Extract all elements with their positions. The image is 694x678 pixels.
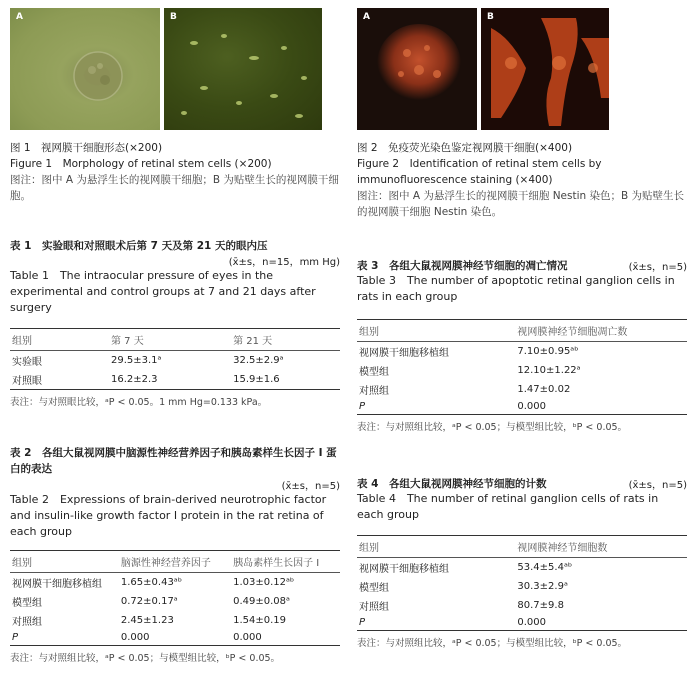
table-1-note: 表注：与对照眼比较，ᵃP < 0.05。1 mm Hg=0.133 kPa。 <box>10 397 268 408</box>
adherent-cells <box>164 8 322 130</box>
table-cell: 0.49±0.08ᵃ <box>233 596 290 607</box>
table-row <box>357 615 687 631</box>
table-row <box>10 351 340 371</box>
figure-2-caption <box>357 140 687 220</box>
table-row <box>357 596 687 615</box>
table-cell: 1.65±0.43ᵃᵇ <box>120 577 182 588</box>
table-cell: 29.5±3.1ᵃ <box>111 355 162 366</box>
table-cell: 1.47±0.02 <box>517 384 571 395</box>
table-1-header: 第 7 天 <box>111 336 144 347</box>
figure-2-caption-cn: 图 2 免疫荧光染色鉴定视网膜干细胞(×400) <box>357 142 573 154</box>
figure-2-panel-b <box>481 8 609 130</box>
table-cell: 模型组 <box>359 583 389 594</box>
table-3-title-cn: 表 3 各组大鼠视网膜神经节细胞的凋亡情况 <box>357 260 568 272</box>
table-row <box>357 577 687 596</box>
table-4 <box>357 476 687 651</box>
table-cell: 1.54±0.19 <box>233 615 286 626</box>
table-4-title-en: Table 4 The number of retinal ganglion cells of rats in each group <box>357 492 659 521</box>
table-cell: 视网膜干细胞移植组 <box>12 579 102 590</box>
table-cell: 32.5±2.9ᵃ <box>233 355 284 366</box>
table-row <box>10 630 340 646</box>
figure-1-caption-cn: 图 1 视网膜干细胞形态(×200) <box>10 142 163 154</box>
table-row <box>10 592 340 611</box>
figure-2-panel-a-label: A <box>363 12 370 22</box>
table-1-title-en: Table 1 The intraocular pressure of eyes in the experimental and control groups at 7 and 21 days after surgery <box>10 269 316 314</box>
table-2-header: 脑源性神经营养因子 <box>120 558 211 569</box>
table-row <box>10 611 340 630</box>
table-2 <box>10 445 340 666</box>
table-cell: 视网膜干细胞移植组 <box>359 564 449 575</box>
table-cell: 16.2±2.3 <box>111 374 158 385</box>
table-1-header: 组别 <box>12 336 32 347</box>
nestin-stained-sphere <box>357 8 477 130</box>
table-cell: 模型组 <box>359 367 389 378</box>
figure-2-caption-en: Figure 2 Identification of retinal stem cells by immunofluorescence staining (×400) <box>357 158 602 186</box>
table-cell: 实验眼 <box>12 357 42 368</box>
figure-2-images <box>357 8 609 130</box>
table-row <box>357 558 687 578</box>
figure-1-caption-en: Figure 1 Morphology of retinal stem cells (×200) <box>10 158 272 170</box>
table-cell: 80.7±9.8 <box>517 600 564 611</box>
table-cell: 12.10±1.22ᵃ <box>517 365 581 376</box>
table-2-subtitle: (x̄±s，n=5) <box>281 481 340 492</box>
table-4-subtitle: (x̄±s，n=5) <box>628 480 687 491</box>
figure-1-images <box>10 8 322 130</box>
table-3 <box>357 258 687 435</box>
figure-1-panel-b <box>164 8 322 130</box>
table-row <box>357 361 687 380</box>
table-cell: 2.45±1.23 <box>120 615 174 626</box>
table-row <box>357 399 687 415</box>
table-cell: 15.9±1.6 <box>233 374 280 385</box>
table-2-header: 组别 <box>12 558 32 569</box>
table-row <box>10 370 340 390</box>
table-2-header: 胰岛素样生长因子 I <box>233 558 320 569</box>
table-4-grid <box>357 535 687 631</box>
table-1 <box>10 238 340 410</box>
figure-1-panel-a-label: A <box>16 12 23 22</box>
table-cell: 1.03±0.12ᵃᵇ <box>233 577 295 588</box>
table-cell: 模型组 <box>12 598 42 609</box>
table-2-grid <box>10 550 340 646</box>
nestin-stained-adherent-cells <box>481 8 609 130</box>
table-row <box>357 380 687 399</box>
table-4-header: 视网膜神经节细胞数 <box>517 543 608 554</box>
table-3-grid <box>357 319 687 415</box>
table-cell: 0.000 <box>517 401 547 412</box>
table-cell: 对照组 <box>359 602 389 613</box>
table-cell: 对照组 <box>12 617 42 628</box>
figure-1-panel-a <box>10 8 160 130</box>
table-cell: 0.000 <box>120 632 150 643</box>
figure-2-note: 图注：图中 A 为悬浮生长的视网膜干细胞 Nestin 染色；B 为贴壁生长的视网膜干细胞 Nestin 染色。 <box>357 190 685 218</box>
table-2-title-en: Table 2 Expressions of brain-derived neurotrophic factor and insulin-like growth factor I protein in the rat retina of each group <box>10 493 327 538</box>
table-cell: P <box>12 632 19 643</box>
suspended-sphere-cells <box>10 8 160 130</box>
table-cell: 视网膜干细胞移植组 <box>359 348 449 359</box>
table-cell: 0.000 <box>517 617 547 628</box>
table-cell: 对照眼 <box>12 376 42 387</box>
table-1-grid <box>10 328 340 390</box>
table-row <box>357 342 687 362</box>
table-4-title-cn: 表 4 各组大鼠视网膜神经节细胞的计数 <box>357 478 547 490</box>
figure-2-panel-a <box>357 8 477 130</box>
table-3-note: 表注：与对照组比较，ᵃP < 0.05；与模型组比较，ᵇP < 0.05。 <box>357 422 628 433</box>
table-cell: 0.72±0.17ᵃ <box>120 596 178 607</box>
table-cell: 30.3±2.9ᵃ <box>517 581 568 592</box>
table-4-header: 组别 <box>359 543 379 554</box>
table-cell: 对照组 <box>359 386 389 397</box>
table-3-header: 视网膜神经节细胞凋亡数 <box>517 327 628 338</box>
table-row <box>10 573 340 593</box>
table-1-title-cn: 表 1 实验眼和对照眼术后第 7 天及第 21 天的眼内压 <box>10 240 268 252</box>
table-2-note: 表注：与对照组比较，ᵃP < 0.05；与模型组比较，ᵇP < 0.05。 <box>10 653 281 664</box>
table-3-subtitle: (x̄±s，n=5) <box>628 262 687 273</box>
figure-2-panel-b-label: B <box>487 12 494 22</box>
table-2-title-cn: 表 2 各组大鼠视网膜中脑源性神经营养因子和胰岛素样生长因子 I 蛋白的表达 <box>10 447 337 475</box>
table-cell: 53.4±5.4ᵃᵇ <box>517 562 573 573</box>
table-3-title-en: Table 3 The number of apoptotic retinal ganglion cells in rats in each group <box>357 274 675 303</box>
table-cell: P <box>359 401 366 412</box>
table-cell: P <box>359 617 366 628</box>
table-cell: 0.000 <box>233 632 262 643</box>
table-1-header: 第 21 天 <box>233 336 273 347</box>
table-3-header: 组别 <box>359 327 379 338</box>
table-cell: 7.10±0.95ᵃᵇ <box>517 346 579 357</box>
figure-1-caption <box>10 140 340 204</box>
figure-1-panel-b-label: B <box>170 12 177 22</box>
table-1-subtitle: (x̄±s，n=15，mm Hg) <box>228 257 340 268</box>
table-4-note: 表注：与对照组比较，ᵃP < 0.05；与模型组比较，ᵇP < 0.05。 <box>357 638 628 649</box>
figure-1-note: 图注：图中 A 为悬浮生长的视网膜干细胞；B 为贴壁生长的视网膜干细胞。 <box>10 174 339 202</box>
